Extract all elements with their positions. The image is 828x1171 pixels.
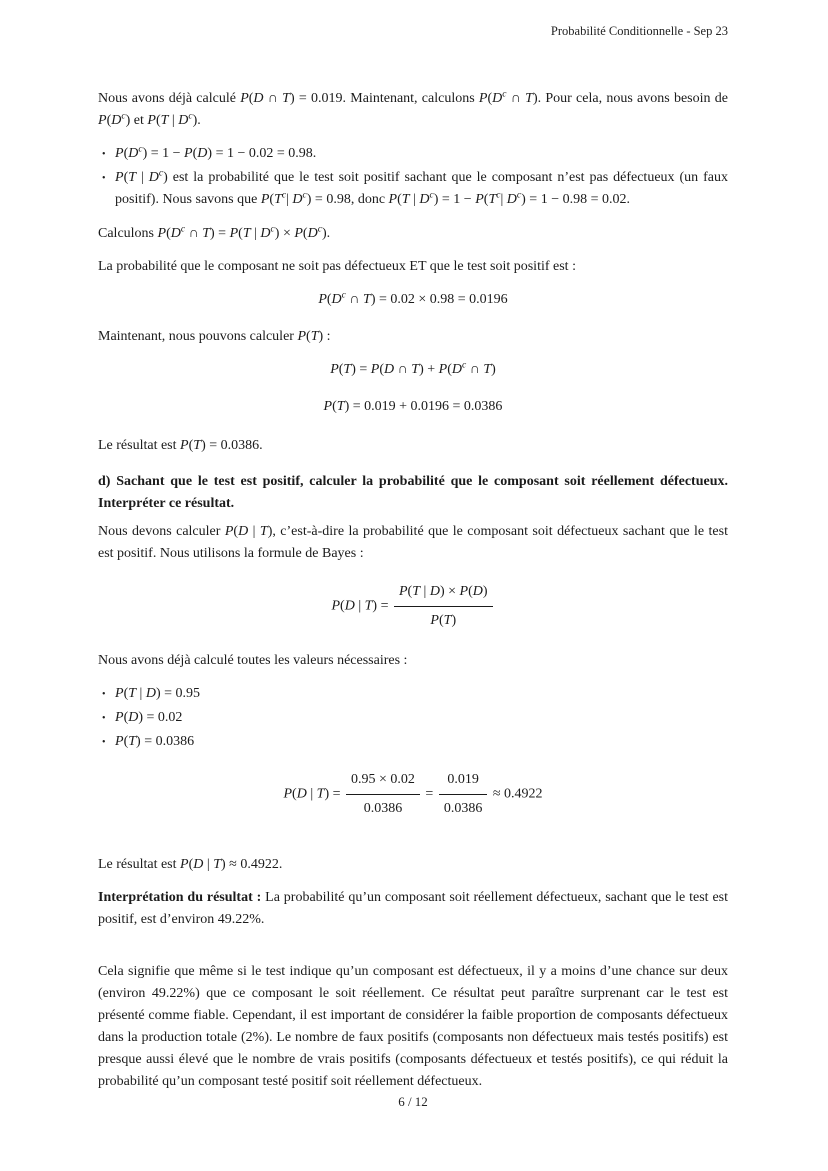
fraction: $\frac{0.019}{0.0386}$ (439, 769, 488, 820)
fraction: $\frac{P(T | D) \times P(D)}{P(T)}$ (394, 581, 493, 632)
page-content (98, 88, 728, 1104)
paragraph-intro: Nous avons déjà calculé P(D ∩ T) = 0.019. Maintenant, calculons $P(D^c$ ∩ T). Pour cela, nous avons besoin de $P(D^c)$ et P(T | $D^c$). (98, 89, 728, 128)
fraction: $\frac{0.95 \times 0.02}{0.0386}$ (346, 769, 420, 820)
equation-bayes: P(D | T) = $\frac{P(T | D) \times P(D)}{P(T)}$ (98, 581, 728, 632)
equation-bayes-computation: P(D | T) = $\frac{0.95 \times 0.02}{0.0386}$ = $\frac{0.019}{0.0386}$ ≈ 0.4922 (98, 769, 728, 820)
paragraph-devons: Nous devons calculer P(D | T), c’est-à-dire la probabilité que le composant soit défectueux sachant que le test est positif. Nous utilisons la formule de Bayes : (98, 524, 728, 561)
page-footer (98, 1094, 728, 1110)
list-item-pd: • P(D) = 0.02 (115, 707, 728, 729)
paragraph-valeurs: Nous avons déjà calculé toutes les valeurs nécessaires : (98, 653, 408, 668)
heading-question-d: d) Sachant que le test est positif, calculer la probabilité que le composant soit réellement défectueux. Interpréter ce résultat. (98, 474, 728, 511)
equation-pt-value: P(T) = 0.019 + 0.0196 = 0.0386 (323, 399, 503, 414)
list-item-ptd: • P(T | D) = 0.95 (115, 683, 728, 705)
paragraph-maintenant: Maintenant, nous pouvons calculer P(T) : (98, 329, 331, 344)
paragraph-calculons: Calculons $P(D^c$ ∩ T) = P(T | $D^c) \times P(D^c)$. (98, 224, 331, 241)
paragraph-resultat-pdt: Le résultat est P(D | T) ≈ 0.4922. (98, 857, 283, 872)
list-item-ptdc: • P(T | $D^c$) est la probabilité que le test soit positif sachant que le composant n’est pas défectueux (un faux positif). Nous savons que $P(T^c|$ $D^c) = 0.98$, donc P(T | $D^c) = 1 - P(T^c|$ $D^c) = 1 - 0.98 = 0.02$. (115, 167, 728, 211)
bullet-list-prerequisites (98, 143, 728, 211)
bullet-list-values (98, 683, 728, 753)
paragraph-conclusion: Cela signifie que même si le test indique qu’un composant est défectueux, il y a moins d’une chance sur deux (environ 49.22%) que ce composant le soit réellement. Ce résultat peut paraître surprenant car le test est présenté comme fiable. Cependant, il est important de considérer la faible proportion de composants défectueux dans la production totale (2%). Le nombre de faux positifs (composants non défectueux mais testés positifs) est presque aussi élevé que le nombre de vrais positifs (composants défectueux et testés positifs), ce qui réduit la probabilité qu’un composant testé positif soit réellement défectueux. (98, 964, 728, 1089)
paragraph-interpretation: Interprétation du résultat : La probabilité qu’un composant soit réellement défectueux, sachant que le test est positif, est d’environ 49.22%. (98, 890, 729, 927)
page-number: 6 / 12 (398, 1094, 428, 1109)
paragraph-resultat-pt: Le résultat est P(T) = 0.0386. (98, 438, 263, 453)
paragraph-prob-et: La probabilité que le composant ne soit pas défectueux ET que le test soit positif est : (98, 259, 576, 274)
equation-pt-sum: P(T) = P(D ∩ $T) + P(D^c$ ∩ T) (330, 360, 496, 377)
list-item-pt: • P(T) = 0.0386 (115, 731, 728, 753)
header-title: Probabilité Conditionnelle - Sep 23 (550, 24, 728, 38)
list-item-pdc: • $P(D^c) = 1 - P(D) = 1 - 0.02 = 0.98$. (115, 143, 728, 165)
equation-pdc-inter-t: $P(D^c$ ∩ T) = 0.02 × 0.98 = 0.0196 (318, 290, 508, 307)
page-header (98, 24, 728, 39)
